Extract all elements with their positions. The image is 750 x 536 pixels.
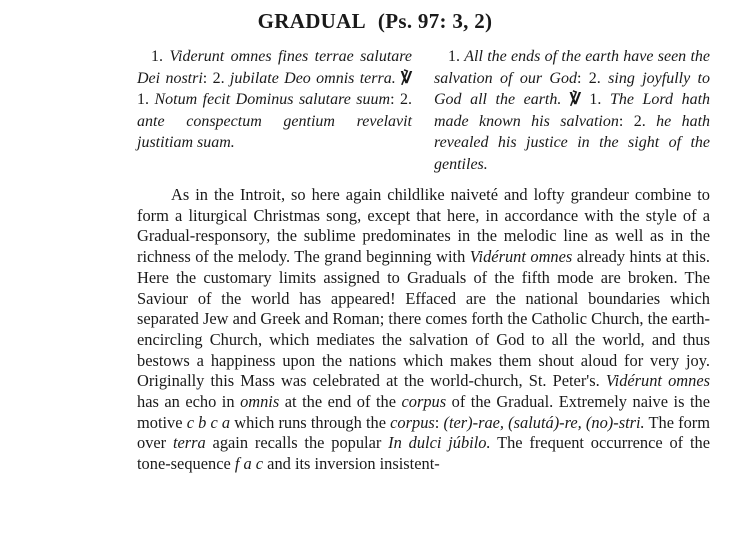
commentary-text-9: again recalls the popular	[205, 433, 389, 453]
heading-title: GRADUAL	[257, 9, 366, 33]
english-num-4: : 2.	[618, 112, 657, 130]
latin-num-4: : 2.	[390, 91, 413, 108]
english-num-1: 1.	[448, 48, 465, 65]
commentary-italic-1: Vidérunt omnes	[469, 247, 573, 267]
english-verse-body	[434, 46, 710, 175]
commentary-text-3: has an echo in	[137, 392, 241, 412]
commentary-text-11: and its inversion insistent-	[263, 454, 440, 474]
commentary-text-10: The frequent occurrence of the tone-sequence	[137, 433, 710, 474]
latin-line-2: jubilate Deo omnis terra.	[229, 69, 396, 87]
commentary-text-2: already hints at this. Here the customary limits assigned to Graduals of the fifth mode are broken. The Saviour of the world has appeared! Effaced are the national boundaries which separated Jew and Greek and Roman; there comes forth the Catholic Church, the earth-encircling Church, which mediates the salvation of God to all the world, and thus bestows a happiness upon the nations which makes them shout aloud for very joy. Originally this Mass was celebrated at the world-church, St. Peter's.	[137, 247, 710, 391]
commentary-italic-7: (ter)-rae, (salutá)-re, (no)-stri.	[443, 412, 645, 432]
section-heading	[0, 8, 750, 34]
latin-verse-body	[137, 46, 412, 154]
latin-num-1: 1.	[151, 48, 170, 65]
commentary-italic-6: corpus	[390, 412, 435, 432]
commentary-text-7: :	[434, 412, 444, 432]
commentary-text-8: The form over	[137, 412, 711, 453]
commentary-italic-2: Vidérunt omnes	[605, 371, 710, 391]
english-num-3: 1.	[589, 91, 610, 108]
latin-verse-text	[137, 46, 412, 154]
commentary-italic-8: terra	[172, 433, 206, 453]
versicle-symbol-english: ℣	[561, 91, 590, 108]
latin-num-2: : 2.	[202, 69, 230, 87]
english-line-2: sing joyfully to God all the earth.	[434, 69, 711, 108]
english-line-1: All the ends of the earth have seen the salvation of our God	[434, 48, 711, 87]
versicle-symbol-latin: ℣	[395, 69, 413, 87]
latin-line-4: ante conspectum gentium revelavit justitiam suam.	[137, 112, 412, 151]
commentary-text-5: of the Gradual. Extremely naive is the motive	[137, 392, 710, 432]
commentary-paragraph	[137, 185, 710, 475]
commentary-italic-4: corpus	[401, 392, 447, 412]
english-line-3: The Lord hath made known his salvation	[434, 91, 711, 130]
commentary-italic-3: omnis	[240, 392, 280, 412]
latin-line-1: Viderunt omnes fines terrae salutare Dei nostri	[137, 48, 413, 87]
latin-num-3: 1.	[137, 91, 155, 108]
commentary-text-4: at the end of the	[279, 392, 402, 412]
commentary-italic-9: In dulci júbilo.	[388, 433, 491, 453]
commentary-italic-5: c b c a	[186, 412, 231, 432]
commentary-text-6: which runs through the	[230, 412, 391, 432]
commentary-text-1: As in the Introit, so here again childlike naiveté and lofty grandeur combine to form a liturgical Christmas song, except that here, in accordance with the style of a Gradual-responsory, the sublime predominates in the melodic line as well as in the richness of the melody. The grand beginning with	[137, 185, 710, 267]
english-num-2: : 2.	[576, 69, 609, 87]
commentary-italic-10: f a c	[234, 454, 264, 474]
english-verse-text	[434, 46, 710, 175]
latin-line-3: Notum fecit Dominus salutare suum	[154, 91, 391, 108]
english-line-4: he hath revealed his justice in the sight of the gentiles.	[434, 112, 711, 173]
heading-reference: (Ps. 97: 3, 2)	[377, 9, 493, 33]
